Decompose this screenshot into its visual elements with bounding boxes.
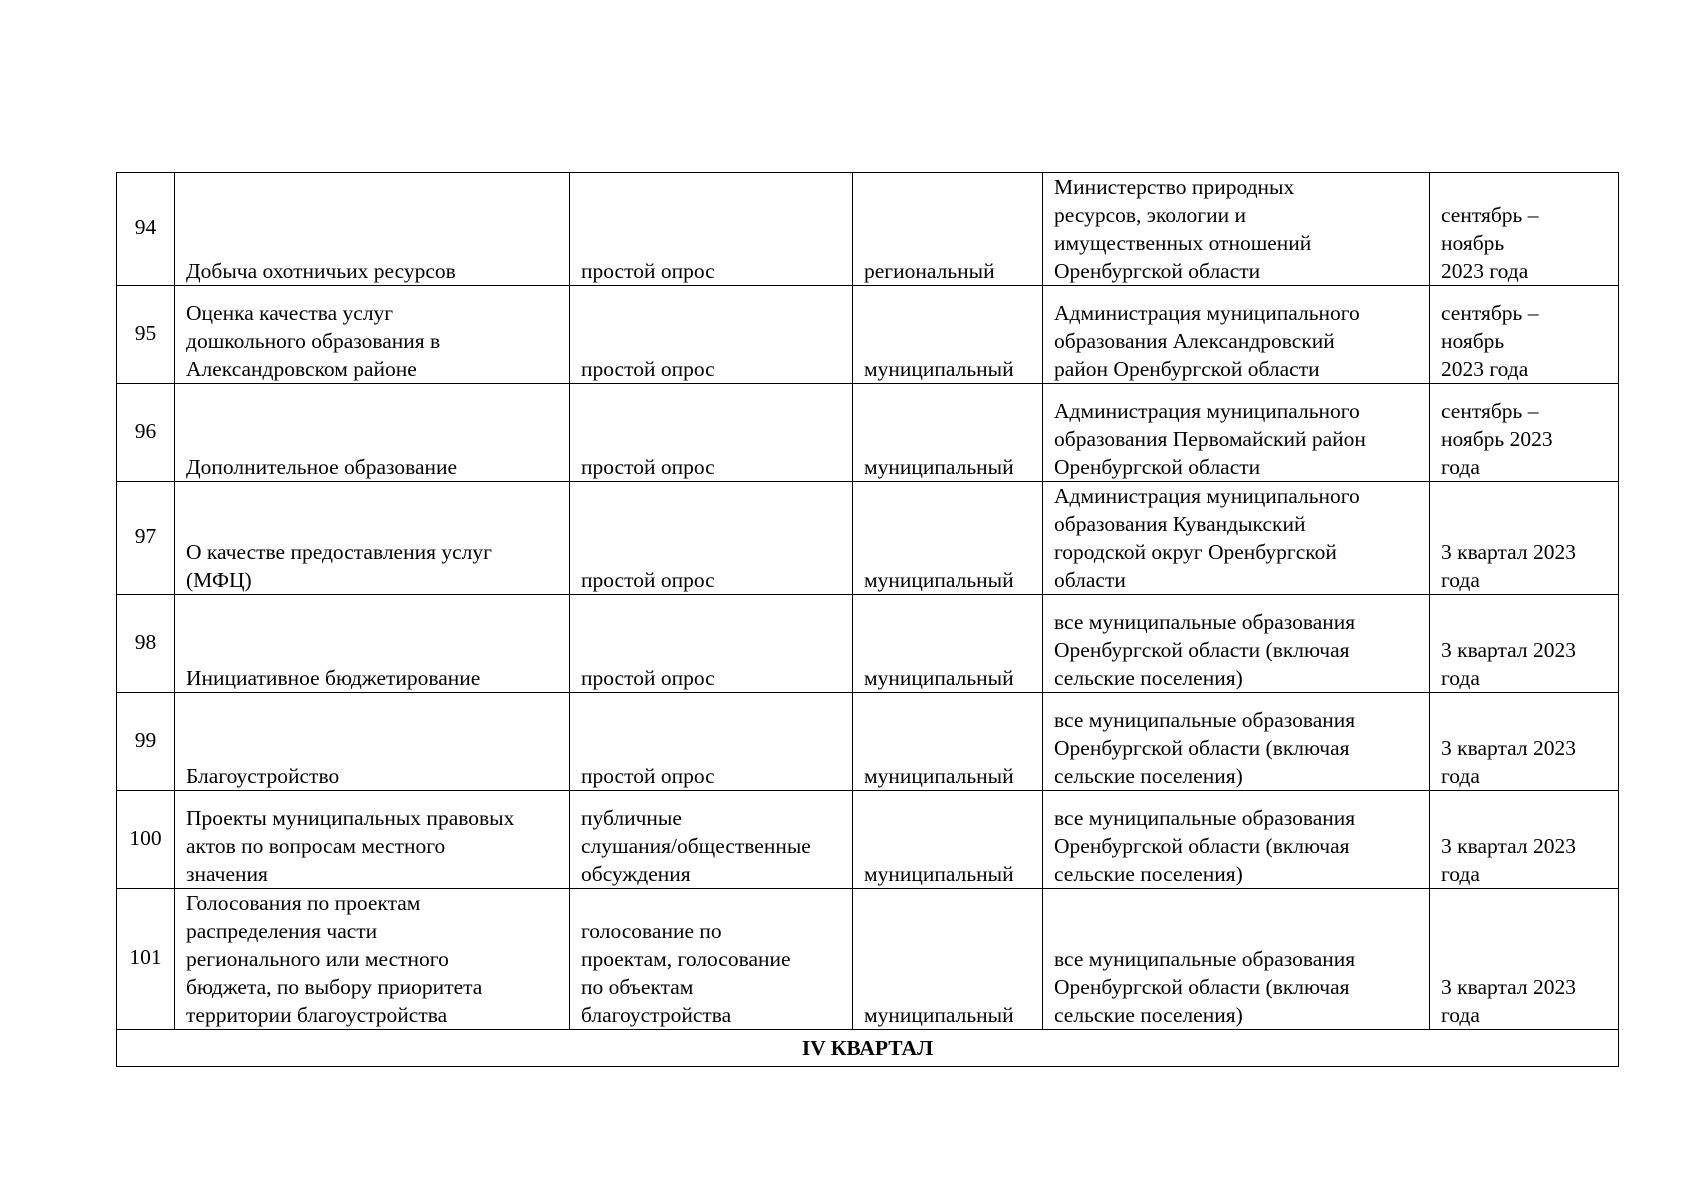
event-period: 3 квартал 2023 года [1430,595,1619,693]
event-period: 3 квартал 2023 года [1430,693,1619,791]
events-table [116,172,1619,1067]
table-body [117,173,1619,1067]
row-number: 94 [117,173,175,286]
event-title: О качестве предоставления услуг (МФЦ) [175,482,570,595]
table-row [117,889,1619,1030]
event-form: простой опрос [570,286,853,384]
row-number: 100 [117,791,175,889]
row-number: 95 [117,286,175,384]
event-level: муниципальный [853,384,1043,482]
quarter-heading: IV КВАРТАЛ [117,1030,1619,1067]
event-level: региональный [853,173,1043,286]
event-level: муниципальный [853,286,1043,384]
event-form: простой опрос [570,482,853,595]
table-row [117,173,1619,286]
event-organizer: Администрация муниципального образования Александровский район Оренбургской области [1043,286,1430,384]
event-title: Благоустройство [175,693,570,791]
table-row [117,482,1619,595]
event-period: 3 квартал 2023 года [1430,791,1619,889]
table-row [117,791,1619,889]
row-number: 98 [117,595,175,693]
event-level: муниципальный [853,482,1043,595]
event-form: простой опрос [570,595,853,693]
event-organizer: все муниципальные образования Оренбургской области (включая сельские поселения) [1043,595,1430,693]
event-organizer: все муниципальные образования Оренбургской области (включая сельские поселения) [1043,693,1430,791]
event-level: муниципальный [853,595,1043,693]
event-title: Инициативное бюджетирование [175,595,570,693]
event-form: простой опрос [570,173,853,286]
event-period: 3 квартал 2023 года [1430,889,1619,1030]
event-level: муниципальный [853,693,1043,791]
row-number: 96 [117,384,175,482]
event-level: муниципальный [853,791,1043,889]
event-organizer: все муниципальные образования Оренбургской области (включая сельские поселения) [1043,889,1430,1030]
event-organizer: Администрация муниципального образования Кувандыкский городской округ Оренбургской области [1043,482,1430,595]
event-form: голосование по проектам, голосование по объектам благоустройства [570,889,853,1030]
event-form: простой опрос [570,693,853,791]
table-row [117,595,1619,693]
event-period: сентябрь – ноябрь 2023 года [1430,286,1619,384]
event-title: Дополнительное образование [175,384,570,482]
event-form: публичные слушания/общественные обсуждения [570,791,853,889]
quarter-heading-row [117,1030,1619,1067]
event-period: 3 квартал 2023 года [1430,482,1619,595]
event-level: муниципальный [853,889,1043,1030]
event-organizer: все муниципальные образования Оренбургской области (включая сельские поселения) [1043,791,1430,889]
row-number: 97 [117,482,175,595]
event-title: Оценка качества услуг дошкольного образования в Александровском районе [175,286,570,384]
event-title: Добыча охотничьих ресурсов [175,173,570,286]
event-organizer: Администрация муниципального образования Первомайский район Оренбургской области [1043,384,1430,482]
event-period: сентябрь – ноябрь 2023 года [1430,384,1619,482]
event-period: сентябрь – ноябрь 2023 года [1430,173,1619,286]
table-row [117,693,1619,791]
event-form: простой опрос [570,384,853,482]
table-row [117,286,1619,384]
event-title: Проекты муниципальных правовых актов по вопросам местного значения [175,791,570,889]
event-title: Голосования по проектам распределения части регионального или местного бюджета, по выбору приоритета территории благоустройства [175,889,570,1030]
row-number: 101 [117,889,175,1030]
table-row [117,384,1619,482]
event-organizer: Министерство природных ресурсов, экологии и имущественных отношений Оренбургской области [1043,173,1430,286]
row-number: 99 [117,693,175,791]
